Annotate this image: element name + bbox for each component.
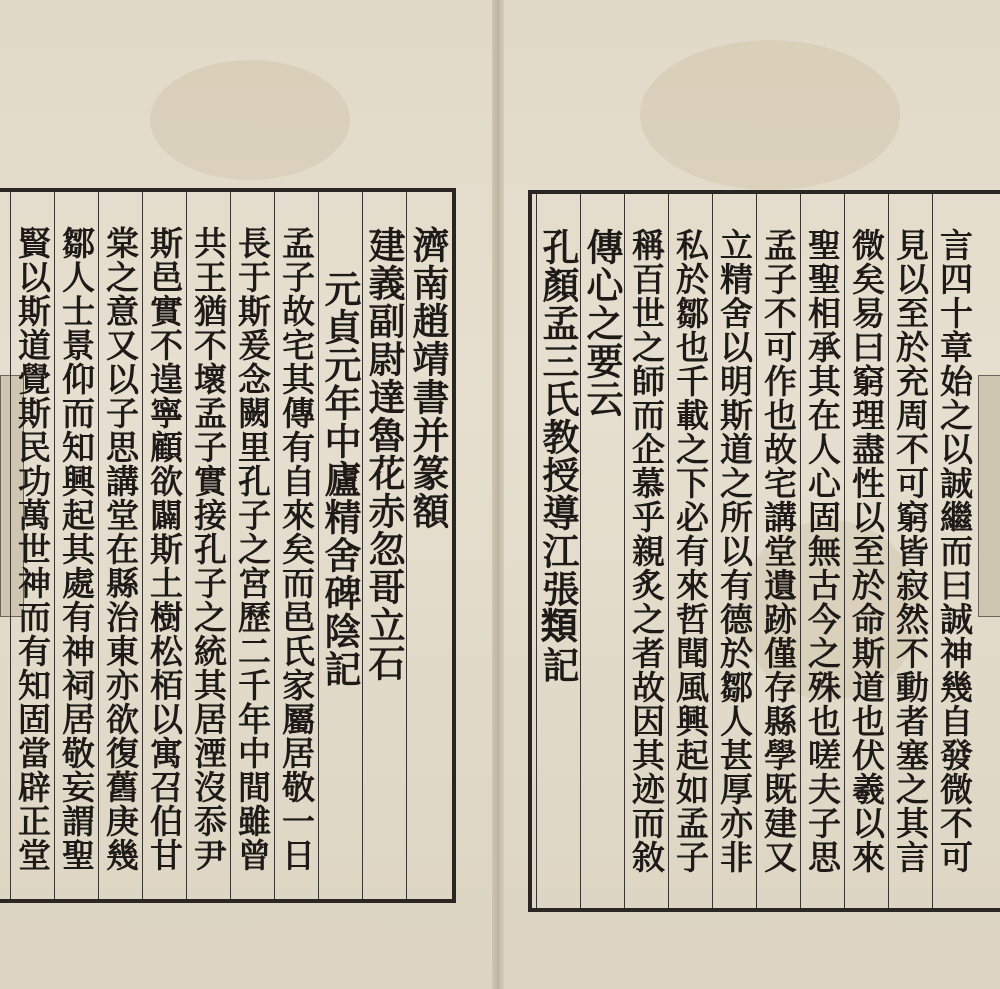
column-text: 孟子不可作也故宅講堂遺跡僅存縣學既建又 [759,228,798,874]
column-text: 孟子故宅其傳有自來矣而邑氏家屬居敬一日 [277,226,316,872]
left-text-frame [0,188,456,903]
text-column [98,192,142,899]
column-text: 立精舍以明斯道之所以有德於鄒人甚厚亦非 [715,228,754,874]
column-text: 傳心之要云 [580,228,624,418]
column-text: 棠之意又以子思講堂在縣治東亦欲復舊庚幾 [101,226,140,872]
text-column [844,194,888,908]
text-column [580,194,624,908]
column-text: 斯邑實不遑寧顧欲闢斯土樹松栢以寓召伯甘 [145,226,184,872]
column-text: 共王猶不壞孟子實接孔子之統其居湮沒忝尹 [189,226,228,872]
column-text: 見以至於充周不可窮皆寂然不動者塞之其言 [891,228,930,874]
column-text: 孔顏孟三氏教授導江張𩔖記 [536,228,580,684]
column-text: 建義副尉達魯花赤忽哥立石 [362,226,406,682]
text-column [10,192,54,899]
paper-stain [150,60,350,180]
book-gutter [492,0,504,989]
column-text: 稱百世之師而企慕乎親炙之者故因其迹而敘 [627,228,666,874]
column-text: 賢以斯道覺斯民功萬世神而有知固當辟正堂 [13,226,52,872]
column-text: 元貞元年中廬精舍碑陰記 [318,270,362,688]
text-column [888,194,932,908]
text-column [186,192,230,899]
text-column [712,194,756,908]
column-text: 濟南趙靖書并篆額 [406,226,450,530]
column-text: 言四十章始之以誠繼而曰誠神幾自發微不可 [935,228,974,874]
column-text: 鄒人士景仰而知興起其處有神祠居敬妄謂聖 [57,226,96,872]
text-column [536,194,580,908]
column-text: 私於鄒也千載之下必有來哲聞風興起如孟子 [671,228,710,874]
text-column [932,194,976,908]
right-text-frame [528,190,1000,912]
text-column [362,192,406,899]
text-column [624,194,668,908]
text-column [142,192,186,899]
text-column [274,192,318,899]
column-text: 聖聖相承其在人心固無古今之殊也嗟夫子思 [803,228,842,874]
column-text: 微矣易曰窮理盡性以至於命斯道也伏羲以來 [847,228,886,874]
text-column [800,194,844,908]
text-column [668,194,712,908]
column-text: 長于斯爰念闕里孔子之宮歷二千年中間雖曾 [233,226,272,872]
text-column [406,192,450,899]
text-column [318,192,362,899]
text-column [756,194,800,908]
paper-stain [640,40,900,190]
text-column [54,192,98,899]
text-column [230,192,274,899]
